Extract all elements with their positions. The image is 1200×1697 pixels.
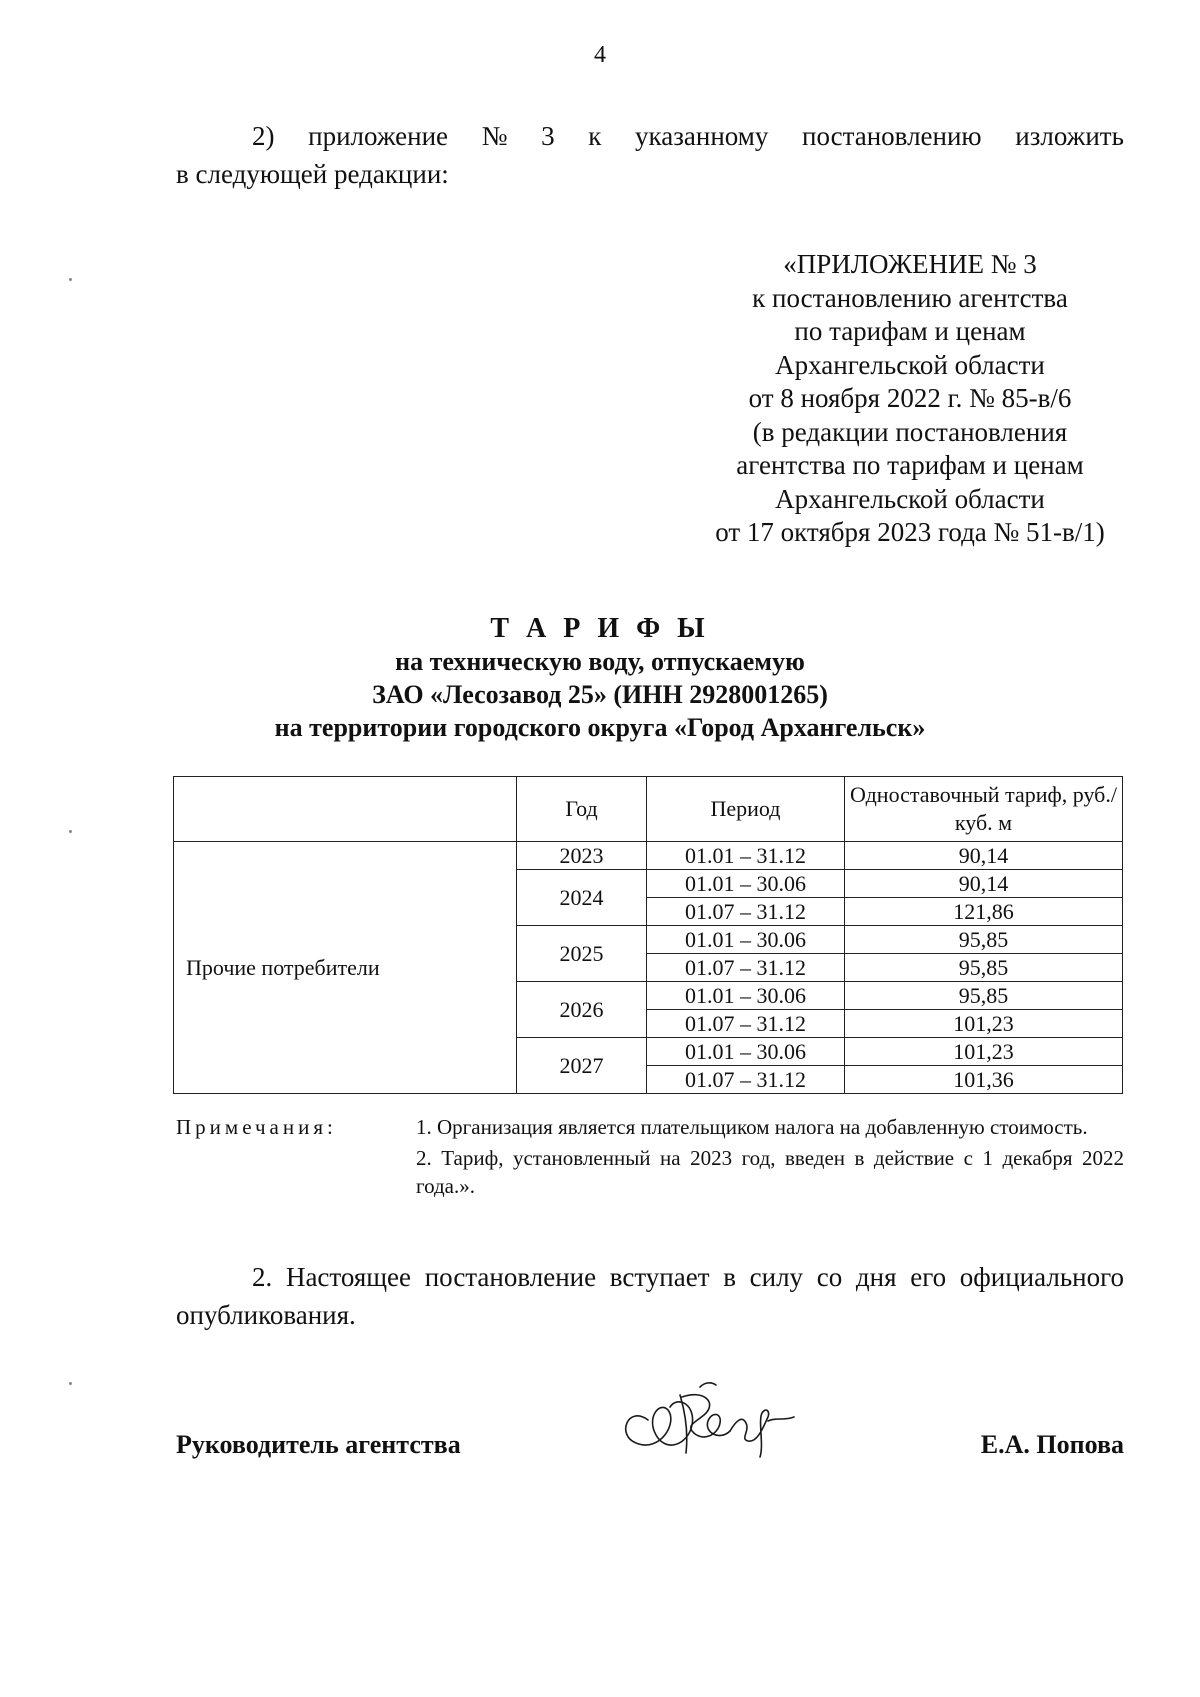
paragraph-amendment [176, 117, 1124, 193]
signatory-name: Е.А. Попова [980, 1430, 1124, 1459]
paragraph-amendment-line1 [176, 117, 1124, 155]
tariff-title-line3: на территории городского округа «Город Архангельск» [274, 713, 926, 742]
period-cell: 01.07 – 31.12 [647, 1010, 845, 1038]
year-cell: 2026 [517, 982, 647, 1038]
header-tariff: Одноставочный тариф, руб./куб. м [845, 777, 1123, 842]
period-cell: 01.01 – 30.06 [647, 926, 845, 954]
note-item: 1. Организация является плательщиком налога на добавленную стоимость. [416, 1115, 1088, 1139]
scan-speck [69, 1382, 72, 1385]
tariff-cell: 101,23 [845, 1010, 1123, 1038]
tariff-title [0, 612, 1200, 744]
annex-line: агентства по тарифам и ценам [736, 450, 1084, 480]
header-year: Год [517, 777, 647, 842]
annex-line: к постановлению агентства [752, 282, 1068, 313]
annex-heading [690, 248, 1130, 550]
word: приложение [308, 121, 449, 151]
note-item: 2. Тариф, установленный на 2023 год, введен в действие с 1 декабря 2022 года.». [416, 1146, 1124, 1198]
paragraph-amendment-line2: в следующей редакции: [176, 159, 449, 189]
year-cell: 2025 [517, 926, 647, 982]
header-blank [174, 777, 517, 842]
annex-line: Архангельской области [775, 349, 1045, 380]
tariff-cell: 121,86 [845, 898, 1123, 926]
year-cell: 2023 [517, 842, 647, 870]
period-cell: 01.01 – 31.12 [647, 842, 845, 870]
tariff-cell: 95,85 [845, 926, 1123, 954]
period-cell: 01.07 – 31.12 [647, 1066, 845, 1094]
header-period: Период [647, 777, 845, 842]
annex-line: (в редакции постановления [752, 416, 1068, 447]
word: № [481, 121, 508, 151]
word: указанному [635, 121, 769, 151]
tariff-title-line2: ЗАО «Лесозавод 25» (ИНН 2928001265) [372, 680, 828, 709]
period-cell: 01.07 – 31.12 [647, 898, 845, 926]
annex-line: от 17 октября 2023 года № 51-в/1) [715, 517, 1105, 547]
paragraph-effective [176, 1258, 1124, 1334]
scan-speck [69, 830, 72, 833]
annex-line: по тарифам и ценам [794, 316, 1026, 346]
word: 2) [252, 121, 275, 151]
word: к [588, 121, 602, 151]
paragraph-effective-text: 2. Настоящее постановление вступает в силу со дня его официального опубликования. [176, 1262, 1124, 1330]
tariff-cell: 101,23 [845, 1038, 1123, 1066]
word: изложить [1015, 121, 1124, 151]
scan-speck [69, 278, 72, 281]
word: постановлению [802, 121, 982, 151]
tariff-cell: 95,85 [845, 954, 1123, 982]
period-cell: 01.01 – 30.06 [647, 982, 845, 1010]
handwritten-signature [608, 1365, 818, 1475]
annex-line: Архангельской области [775, 483, 1045, 514]
annex-line: «ПРИЛОЖЕНИЕ № 3 [783, 249, 1037, 279]
period-cell: 01.01 – 30.06 [647, 870, 845, 898]
year-cell: 2024 [517, 870, 647, 926]
annex-line: от 8 ноября 2022 г. № 85-в/6 [748, 383, 1072, 413]
table-header-row [174, 777, 1123, 842]
word: 3 [541, 121, 555, 151]
tariff-title-main: Т А Р И Ф Ы [490, 613, 710, 644]
page-number: 4 [594, 42, 606, 68]
tariff-cell: 90,14 [845, 870, 1123, 898]
year-cell: 2027 [517, 1038, 647, 1094]
table-row [174, 842, 1123, 870]
period-cell: 01.01 – 30.06 [647, 1038, 845, 1066]
tariff-cell: 90,14 [845, 842, 1123, 870]
tariff-title-line1: на техническую воду, отпускаемую [395, 647, 805, 676]
tariff-cell: 95,85 [845, 982, 1123, 1010]
signatory-title: Руководитель агентства [176, 1430, 461, 1459]
consumer-cell: Прочие потребители [174, 842, 517, 1094]
tariff-table [173, 776, 1123, 1094]
tariff-cell: 101,36 [845, 1066, 1123, 1094]
period-cell: 01.07 – 31.12 [647, 954, 845, 982]
notes-label: Примечания: [176, 1115, 337, 1139]
notes [176, 1113, 1124, 1200]
